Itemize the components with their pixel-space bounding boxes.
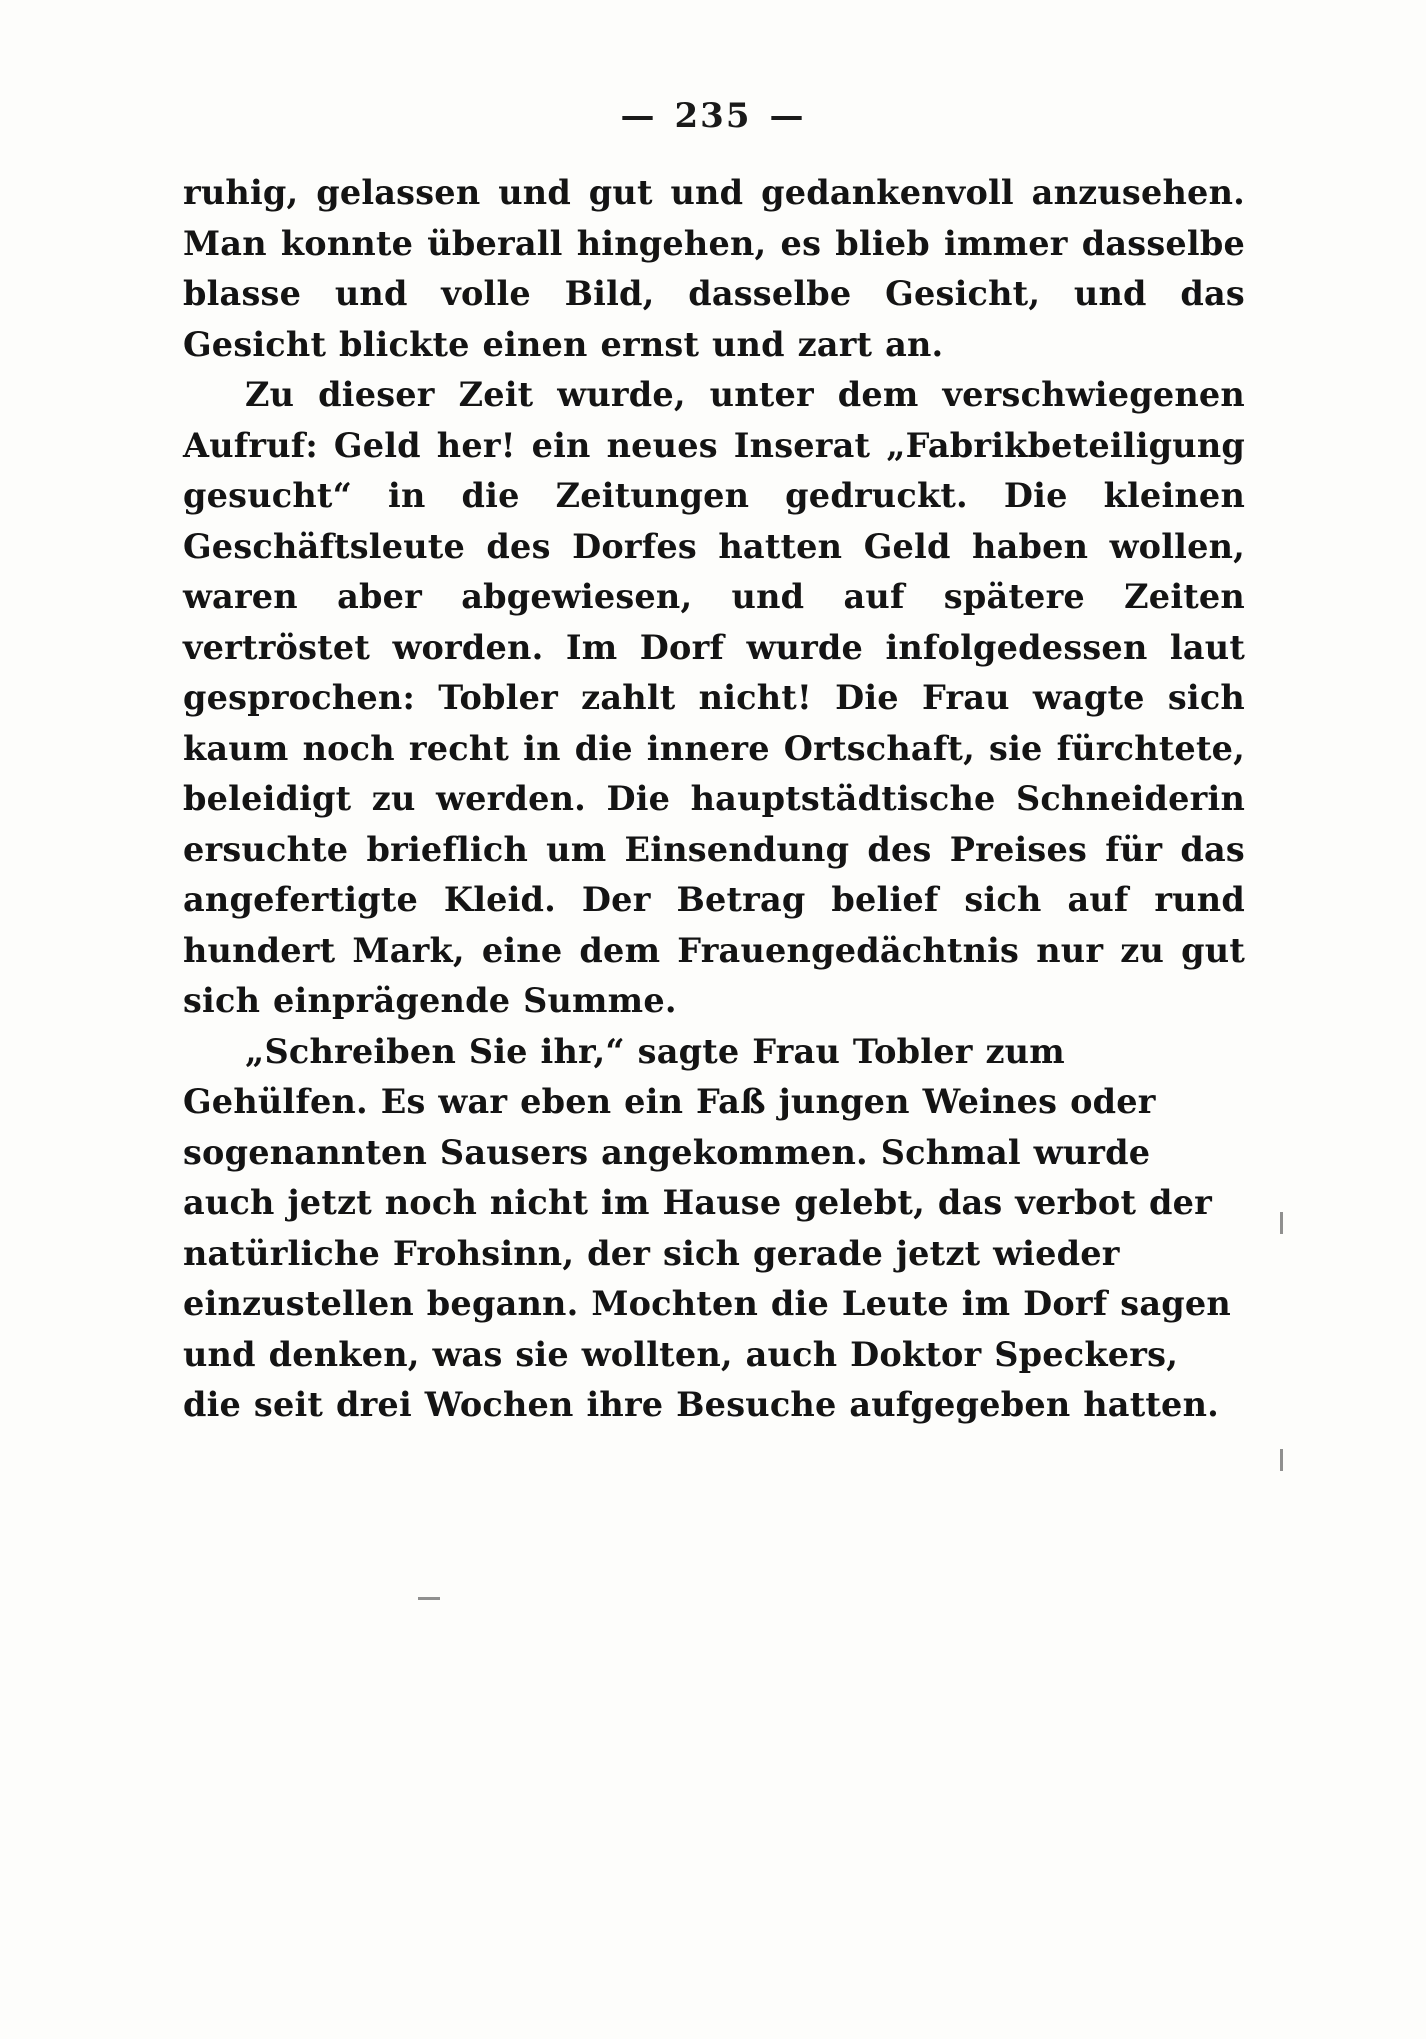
paragraph: „Schreiben Sie ihr,“ sagte Frau Tobler zum Gehülfen. Es war eben ein Faß jungen Weines oder sogenannten Sausers angekommen. Schmal wurde auch jetzt noch nicht im Hause gelebt, das verbot der natürliche Frohsinn, der sich gerade jetzt wieder einzustellen begann. Mochten die Leute im Dorf sagen und denken, was sie wollten, auch Doktor Speckers, die seit drei Wochen ihre Besuche aufgegeben hatten.	[183, 1031, 1231, 1424]
page-number	[0, 96, 1426, 136]
page-number-dash-left: —	[620, 96, 657, 136]
margin-speck	[1280, 1449, 1283, 1471]
page-number-value: 235	[674, 96, 752, 136]
page-number-dash-right: —	[769, 96, 806, 136]
paragraph: Zu dieser Zeit wurde, unter dem verschwiegenen Aufruf: Geld her! ein neues Inserat „Fabrikbeteiligung gesucht“ in die Zeitungen gedruckt. Die kleinen Geschäftsleute des Dorfes hatten Geld haben wollen, waren aber abgewiesen, und auf spätere Zeiten vertröstet worden. Im Dorf wurde infolgedessen laut gesprochen: Tobler zahlt nicht! Die Frau wagte sich kaum noch recht in die innere Ortschaft, sie fürchtete, beleidigt zu werden. Die hauptstädtische Schneiderin ersuchte brieflich um Einsendung des Preises für das angefertigte Kleid. Der Betrag belief sich auf rund hundert Mark, eine dem Frauengedächtnis nur zu gut sich einprägende Summe.	[183, 375, 1245, 1020]
body-text	[183, 168, 1245, 1431]
paragraph: ruhig, gelassen und gut und gedankenvoll anzusehen. Man konnte überall hingehen, es blieb immer dasselbe blasse und volle Bild, dasselbe Gesicht, und das Gesicht blickte einen ernst und zart an.	[183, 173, 1245, 364]
bottom-speck	[418, 1597, 440, 1600]
margin-speck	[1280, 1212, 1283, 1234]
